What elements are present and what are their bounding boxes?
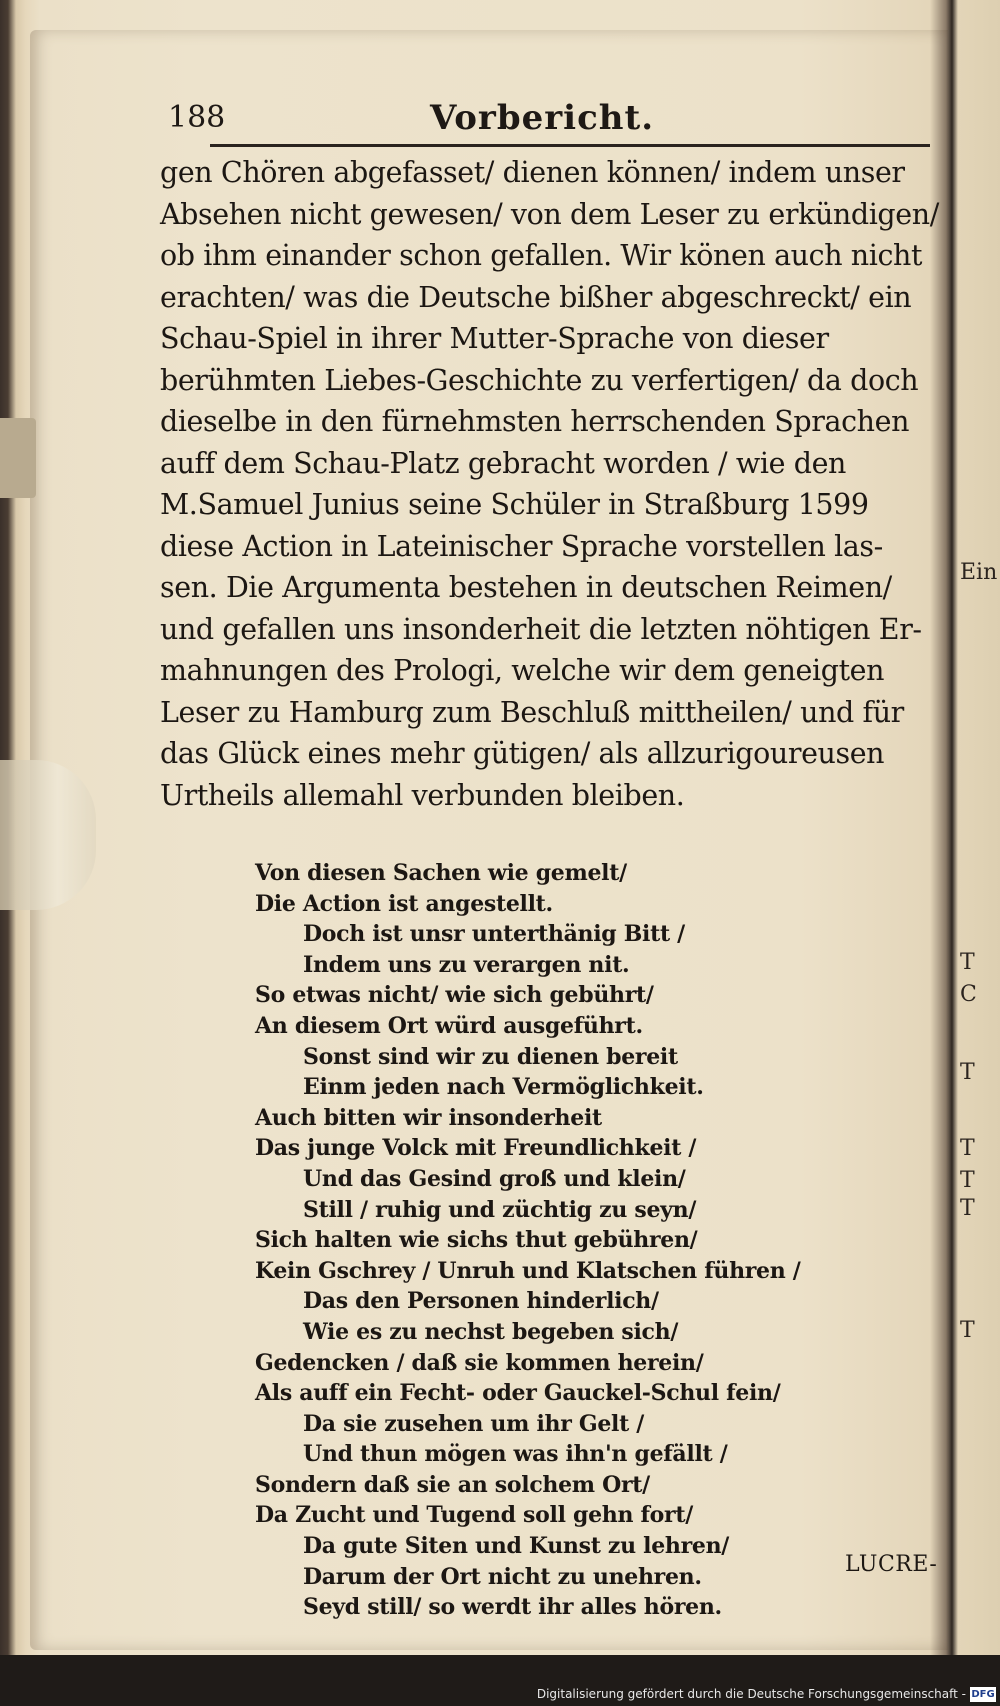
verse-line: Doch ist unsr unterthänig Bitt / [303, 921, 685, 948]
verse-line: Das den Personen hinderlich/ [303, 1288, 659, 1315]
prose-line: gen Chören abgefasset/ dienen können/ indem unser [160, 156, 905, 189]
page-marker-tab [0, 418, 36, 498]
page-header [160, 100, 932, 146]
credit-text: Digitalisierung gefördert durch die Deutsche Forschungsgemeinschaft - [536, 1687, 966, 1701]
thumb-shadow [0, 760, 96, 910]
facing-page-fragment: C [960, 982, 977, 1007]
prose-line: mahnungen des Prologi, welche wir dem geneigten [160, 654, 885, 687]
header-rule [210, 144, 930, 147]
verse-line: An diesem Ort würd ausgeführt. [255, 1012, 643, 1039]
facing-page-fragment: T [960, 1060, 975, 1085]
verse-line: Da Zucht und Tugend soll gehn fort/ [255, 1502, 693, 1529]
prose-block [160, 152, 945, 816]
facing-page-fragment: T [960, 1196, 975, 1221]
verse-line: So etwas nicht/ wie sich gebührt/ [255, 982, 654, 1009]
facing-page-fragment: T [960, 1136, 975, 1161]
verse-block [255, 858, 955, 1623]
prose-line: das Glück eines mehr gütigen/ als allzurigoureusen [160, 737, 885, 770]
facing-page-fragment: Ein [960, 560, 998, 585]
facing-page-fragment: T [960, 1318, 975, 1343]
verse-line: Wie es zu nechst begeben sich/ [303, 1318, 679, 1345]
verse-line: Von diesen Sachen wie gemelt/ [255, 860, 627, 886]
verse-line: Da gute Siten und Kunst zu lehren/ [303, 1533, 730, 1560]
prose-line: auff dem Schau-Platz gebracht worden / wie den [160, 446, 846, 480]
facing-page-fragment: T [960, 950, 975, 975]
verse-line: Still / ruhig und züchtig zu seyn/ [303, 1196, 697, 1223]
facing-page-fragment: T [960, 1168, 975, 1193]
verse-line: Indem uns zu verargen nit. [303, 951, 630, 978]
verse-line: Sich halten wie sichs thut gebühren/ [255, 1227, 698, 1254]
verse-line: Das junge Volck mit Freundlichkeit / [255, 1135, 697, 1162]
verse-line: Sondern daß sie an solchem Ort/ [255, 1471, 650, 1498]
prose-line: Leser zu Hamburg zum Beschluß mittheilen/ und für [160, 695, 904, 729]
prose-line: sen. Die Argumenta bestehen in deutschen Reimen/ [160, 571, 892, 604]
verse-line: Als auff ein Fecht- oder Gauckel-Schul fein/ [255, 1380, 781, 1407]
page-number: 188 [168, 100, 226, 135]
catchword: LUCRE- [845, 1552, 938, 1577]
verse-line: Auch bitten wir insonderheit [255, 1104, 602, 1131]
verse-line: Sonst sind wir zu dienen bereit [303, 1043, 678, 1070]
prose-line: erachten/ was die Deutsche bißher abgeschreckt/ ein [160, 280, 912, 314]
prose-line: diese Action in Lateinischer Sprache vorstellen las- [160, 529, 883, 563]
prose-line: M.Samuel Junius seine Schüler in Straßburg 1599 [160, 488, 869, 521]
prose-line: dieselbe in den fürnehmsten herrschenden Sprachen [160, 405, 910, 438]
verse-line: Die Action ist angestellt. [255, 890, 553, 917]
prose-line: und gefallen uns insonderheit die letzten nöhtigen Er- [160, 612, 922, 646]
prose-line: Urtheils allemahl verbunden bleiben. [160, 778, 685, 812]
prose-line: berühmten Liebes-Geschichte zu verfertigen/ da doch [160, 363, 919, 397]
verse-line: Gedencken / daß sie kommen herein/ [255, 1349, 704, 1376]
verse-line: Seyd still/ so werdt ihr alles hören. [303, 1594, 722, 1621]
prose-line: ob ihm einander schon gefallen. Wir könen auch nicht [160, 239, 923, 272]
verse-line: Kein Gschrey / Unruh und Klatschen führen / [255, 1257, 801, 1284]
running-head: Vorbericht. [430, 98, 655, 138]
verse-line: Einm jeden nach Vermöglichkeit. [303, 1074, 704, 1101]
verse-line: Und thun mögen was ihn'n gefällt / [303, 1441, 728, 1468]
verse-line: Und das Gesind groß und klein/ [303, 1165, 686, 1192]
digitization-credit [520, 1683, 1000, 1706]
prose-line: Schau-Spiel in ihrer Mutter-Sprache von dieser [160, 322, 829, 355]
verse-line: Da sie zusehen um ihr Gelt / [303, 1410, 645, 1437]
prose-line: Absehen nicht gewesen/ von dem Leser zu erkündigen/ [160, 197, 939, 231]
dfg-logo: DFG [971, 1689, 995, 1700]
verse-line: Darum der Ort nicht zu unehren. [303, 1563, 702, 1590]
